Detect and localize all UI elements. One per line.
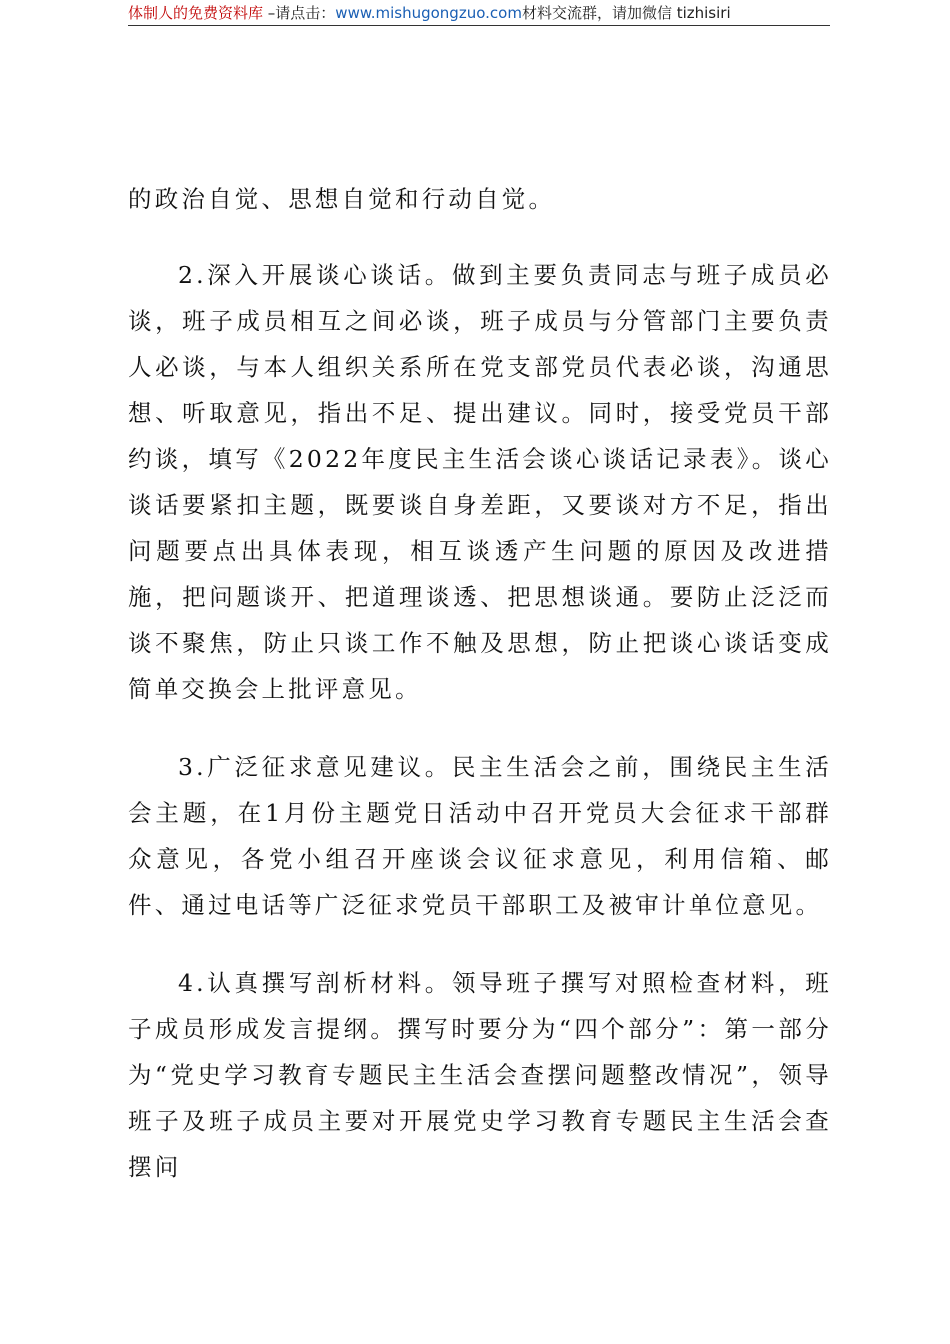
document-body [128,176,832,1190]
header-divider [128,25,830,26]
paragraph-analysis-materials: 4.认真撰写剖析材料。领导班子撰写对照检查材料，班子成员形成发言提纲。撰写时要分为“四个部分”：第一部分为“党史学习教育专题民主生活会查摆问题整改情况”，领导班子及班子成员主要对开展党史学习教育专题民主生活会查摆问 [128,969,832,1181]
paragraph-spacer [128,222,832,252]
header-url-link[interactable]: www.mishugongzuo.com [335,4,522,22]
header-separator: –请点击： [263,4,336,22]
page-header [128,2,828,26]
paragraph-spacer [128,712,832,744]
paragraph-solicit-opinions: 3.广泛征求意见建议。民主生活会之前，围绕民主生活会主题，在1月份主题党日活动中召开党员大会征求干部群众意见，各党小组召开座谈会议征求意见，利用信箱、邮件、通过电话等广泛征求党员干部职工及被审计单位意见。 [128,753,832,919]
header-brand: 体制人的免费资料库 [128,4,264,22]
paragraph-spacer [128,928,832,960]
paragraph-heart-to-heart-talks: 2.深入开展谈心谈话。做到主要负责同志与班子成员必谈，班子成员相互之间必谈，班子成员与分管部门主要负责人必谈，与本人组织关系所在党支部党员代表必谈，沟通思想、听取意见，指出不足、提出建议。同时，接受党员干部约谈，填写《2022年度民主生活会谈心谈话记录表》。谈心谈话要紧扣主题，既要谈自身差距，又要谈对方不足，指出问题要点出具体表现，相互谈透产生问题的原因及改进措施，把问题谈开、把道理谈透、把思想谈通。要防止泛泛而谈不聚焦，防止只谈工作不触及思想，防止把谈心谈话变成简单交换会上批评意见。 [128,261,832,703]
header-contact-text: 材料交流群，请加微信 tizhisiri [521,4,731,22]
paragraph-continuation: 的政治自觉、思想自觉和行动自觉。 [128,185,556,213]
